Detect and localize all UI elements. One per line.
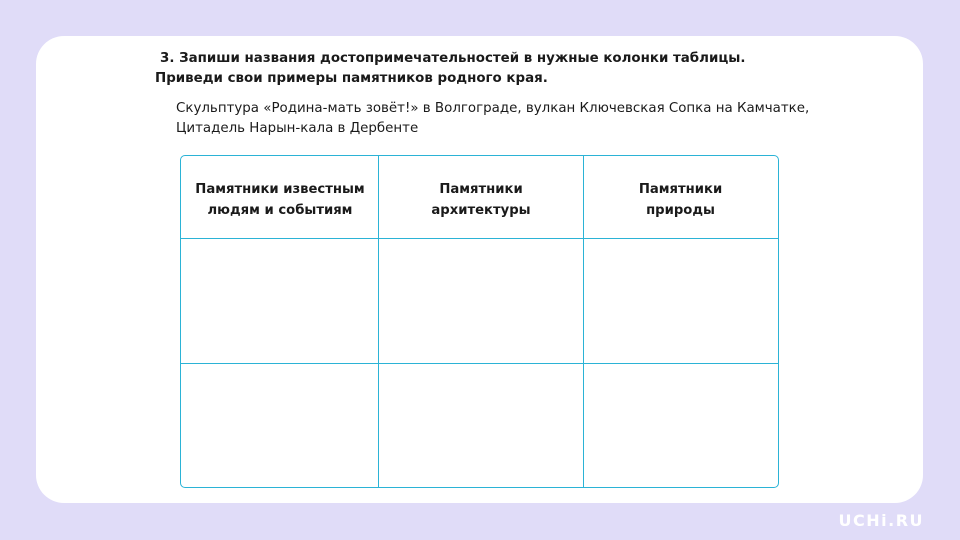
column-header-architecture [379, 179, 583, 221]
table-header-divider [181, 238, 778, 239]
column-header-nature [584, 179, 777, 221]
landmarks-line-2: Цитадель Нарын-кала в Дербенте [176, 121, 419, 136]
task-number: 3. [160, 51, 175, 66]
task-line-1 [155, 49, 795, 69]
column-header-line: природы [646, 203, 715, 218]
column-header-line: Памятники известным [195, 182, 365, 197]
uchi-ru-logo: UCHi.RU [838, 511, 924, 530]
task-line-1-text: Запиши названия достопримечательностей в нужные колонки таблицы. [179, 51, 746, 66]
column-header-line: людям и событиям [207, 203, 353, 218]
column-header-line: Памятники [439, 182, 523, 197]
column-header-line: Памятники [638, 182, 723, 197]
answer-table [180, 155, 779, 488]
task-instruction [155, 49, 795, 89]
column-header-line: архитектуры [431, 203, 531, 218]
table-row-divider [181, 363, 778, 364]
landmarks-list [176, 99, 826, 139]
task-line-2: Приведи свои примеры памятников родного края. [155, 71, 548, 86]
column-header-people-events [181, 179, 379, 221]
landmarks-line-1: Скульптура «Родина-мать зовёт!» в Волгограде, вулкан Ключевская Сопка на Камчатке, [176, 101, 810, 116]
